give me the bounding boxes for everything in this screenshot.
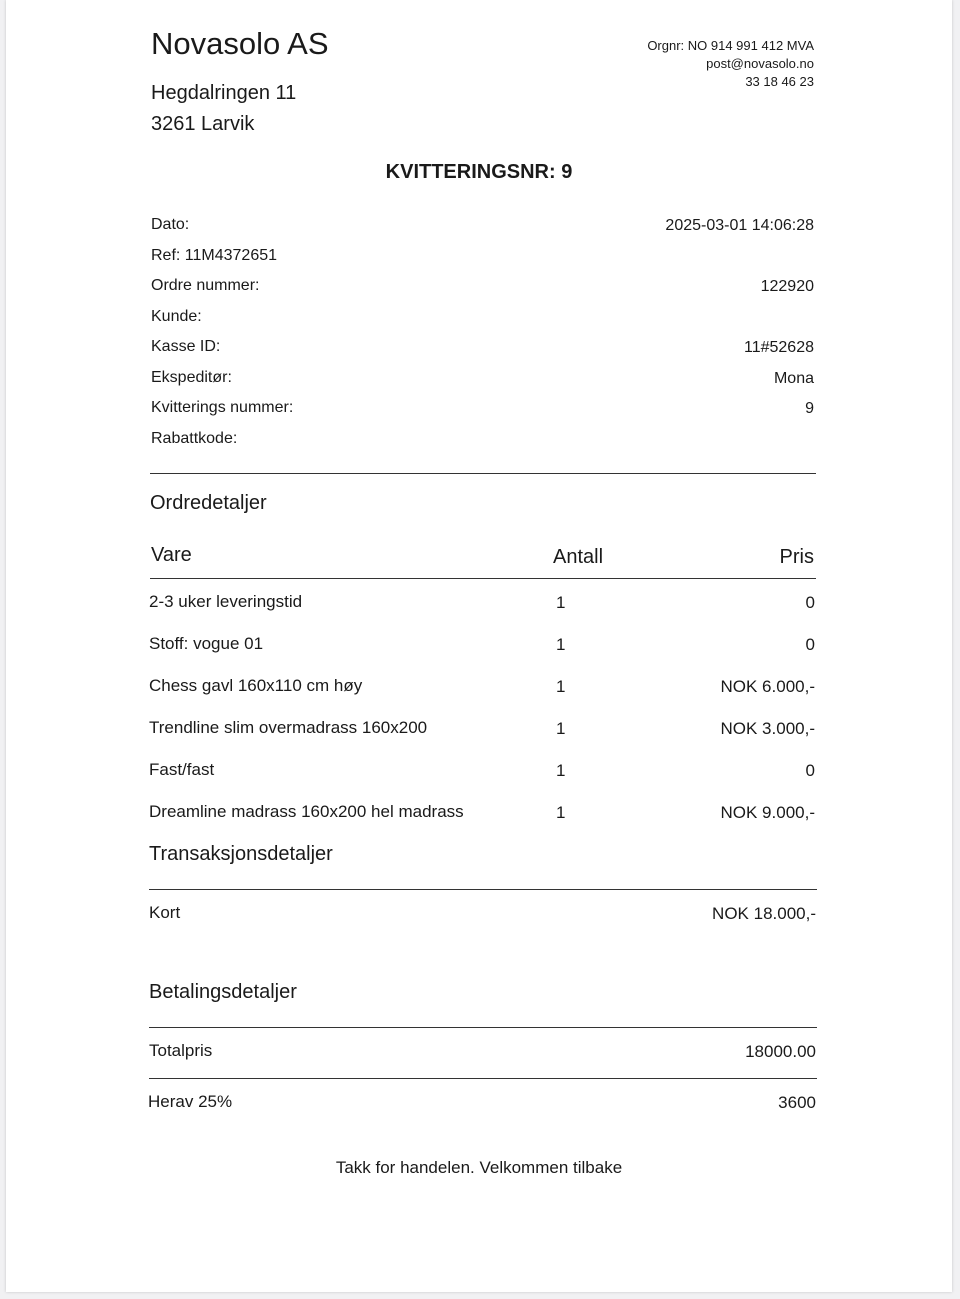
- company-name: Novasolo AS: [151, 26, 329, 61]
- item-name: Stoff: vogue 01: [149, 634, 264, 653]
- meta-label-order-number: Ordre nummer:: [151, 277, 260, 294]
- meta-label-ref: Ref: 11M4372651: [151, 247, 278, 264]
- item-price: 0: [805, 635, 815, 654]
- divider-meta: [150, 473, 816, 474]
- vat-value: 3600: [778, 1093, 816, 1112]
- meta-value-order-number: 122920: [760, 278, 814, 295]
- total-price-label: Totalpris: [149, 1041, 213, 1060]
- receipt-page: [6, 0, 952, 1292]
- column-header-price: Pris: [779, 546, 814, 568]
- item-name: 2-3 uker leveringstid: [149, 592, 303, 611]
- meta-value-receipt-number: 9: [805, 400, 814, 417]
- total-price-value: 18000.00: [745, 1042, 816, 1061]
- column-header-item: Vare: [151, 544, 192, 566]
- footer-message: Takk for handelen. Velkommen tilbake: [335, 1158, 623, 1177]
- company-orgnr: Orgnr: NO 914 991 412 MVA: [647, 38, 814, 53]
- item-price: 0: [805, 593, 815, 612]
- meta-label-register-id: Kasse ID:: [151, 338, 221, 355]
- item-price: NOK 6.000,-: [720, 677, 815, 696]
- item-qty: 1: [556, 593, 566, 612]
- order-section-title: Ordredetaljer: [150, 492, 267, 514]
- company-address-city: 3261 Larvik: [151, 113, 255, 135]
- item-name: Fast/fast: [149, 760, 215, 779]
- meta-label-customer: Kunde:: [151, 308, 202, 325]
- company-email: post@novasolo.no: [706, 56, 814, 71]
- item-qty: 1: [556, 677, 566, 696]
- company-address-street: Hegdalringen 11: [151, 82, 297, 104]
- meta-value-clerk: Mona: [773, 370, 814, 387]
- item-name: Dreamline madrass 160x200 hel madrass: [149, 802, 464, 821]
- meta-label-discount-code: Rabattkode:: [151, 430, 238, 447]
- meta-value-register-id: 11#52628: [744, 339, 814, 356]
- divider-total: [149, 1078, 817, 1079]
- vat-label: Herav 25%: [148, 1092, 233, 1111]
- meta-label-receipt-number: Kvitterings nummer:: [151, 399, 294, 416]
- divider-payment: [149, 1027, 817, 1028]
- company-phone: 33 18 46 23: [745, 74, 814, 89]
- item-price: NOK 3.000,-: [720, 719, 815, 738]
- meta-label-clerk: Ekspeditør:: [151, 369, 232, 386]
- divider-order-header: [150, 578, 816, 579]
- transaction-amount: NOK 18.000,-: [712, 904, 816, 923]
- item-name: Trendline slim overmadrass 160x200: [149, 718, 428, 737]
- item-qty: 1: [556, 719, 566, 738]
- item-qty: 1: [556, 635, 566, 654]
- item-price: 0: [805, 761, 815, 780]
- column-header-qty: Antall: [553, 546, 604, 568]
- item-qty: 1: [556, 803, 566, 822]
- meta-value-date: 2025-03-01 14:06:28: [665, 217, 814, 234]
- transaction-method: Kort: [149, 903, 181, 922]
- item-price: NOK 9.000,-: [720, 803, 815, 822]
- receipt-title: KVITTERINGSNR: 9: [385, 161, 573, 183]
- payment-section-title: Betalingsdetaljer: [149, 981, 297, 1003]
- item-name: Chess gavl 160x110 cm høy: [149, 676, 363, 695]
- meta-label-date: Dato:: [151, 216, 190, 233]
- item-qty: 1: [556, 761, 566, 780]
- transaction-section-title: Transaksjonsdetaljer: [149, 843, 333, 865]
- divider-transaction: [149, 889, 817, 890]
